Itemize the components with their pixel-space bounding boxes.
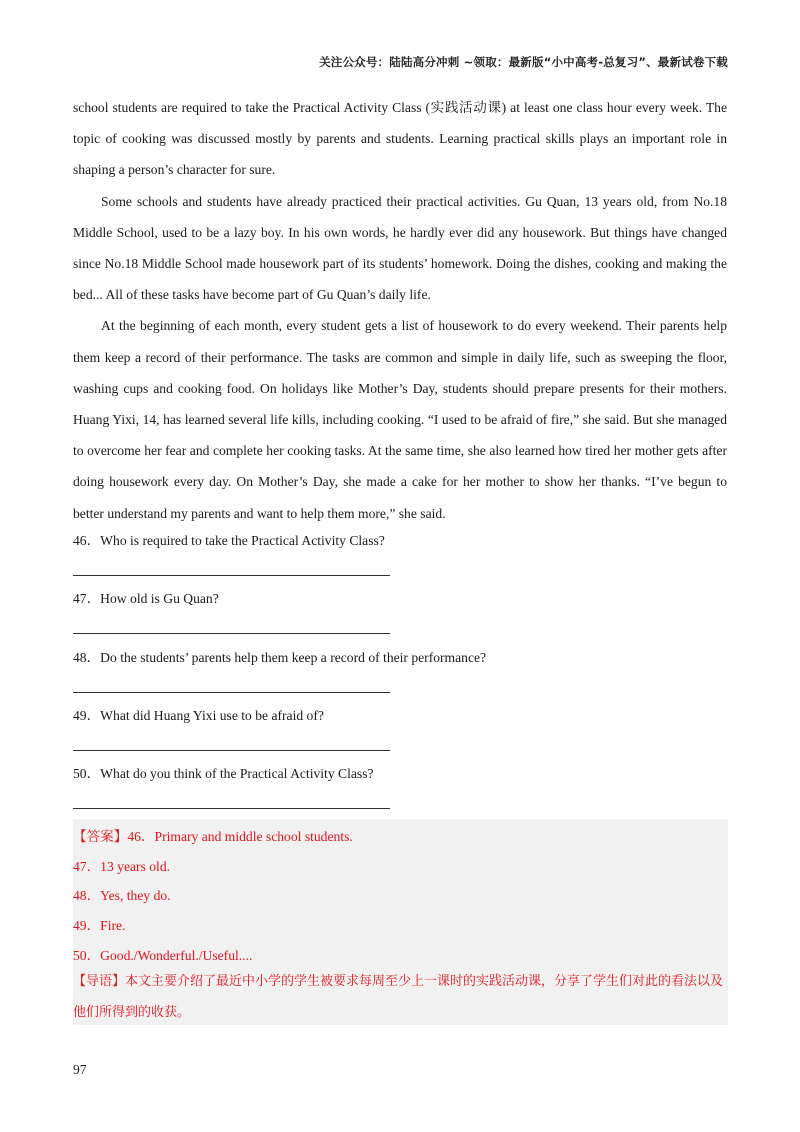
question-text: 47．How old is Gu Quan? xyxy=(73,591,219,607)
question-47 xyxy=(73,585,727,643)
answer-line-46: 【答案】46．Primary and middle school students. xyxy=(73,829,353,844)
answer-blank-line[interactable] xyxy=(73,808,390,809)
question-46 xyxy=(73,527,727,585)
passage-paragraph-2: Some schools and students have already practiced their practical activities. Gu Quan, 13 years old, from No.18 Middle School, used to be a lazy boy. In his own words, he hardly ever did any housework. But things have changed since No.18 Middle School made housework part of its students’ homework. Doing the dishes, cooking and making the bed... All of these tasks have become part of Gu Quan’s daily life. xyxy=(73,193,727,303)
question-list xyxy=(73,527,727,818)
question-48 xyxy=(73,644,727,702)
question-50 xyxy=(73,760,727,818)
question-49 xyxy=(73,702,727,760)
answer-blank-line[interactable] xyxy=(73,750,390,751)
answer-key-box xyxy=(73,819,728,1025)
answer-blank-line[interactable] xyxy=(73,692,390,693)
answer-line-48: 48．Yes, they do. xyxy=(73,888,171,903)
page-header: 关注公众号：陆陆高分冲刺 ~领取：最新版“小中高考-总复习”、最新试卷下载 xyxy=(319,55,728,69)
answer-blank-line[interactable] xyxy=(73,575,390,576)
passage-paragraph-3: At the beginning of each month, every student gets a list of housework to do every weekend. Their parents help them keep a record of their performance. The tasks are common and simple in daily life, such as sweeping the floor, washing cups and cooking food. On holidays like Mother’s Day, students should prepare presents for their mothers. Huang Yixi, 14, has learned several life kills, including cooking. “I used to be afraid of fire,” she said. But she managed to overcome her fear and complete her cooking tasks. At the same time, she also learned how tired her mother gets after doing housework every day. On Mother’s Day, she made a cake for her mother to show her thanks. “I’ve begun to better understand my parents and want to help them more,” she said. xyxy=(73,318,727,521)
guide-summary: 【导语】本文主要介绍了最近中小学的学生被要求每周至少上一课时的实践活动课，分享了学生们对此的看法以及他们所得到的收获。 xyxy=(73,974,724,1020)
answer-line-47: 47．13 years old. xyxy=(73,859,171,874)
question-text: 50．What do you think of the Practical Activity Class? xyxy=(73,766,374,782)
answer-blank-line[interactable] xyxy=(73,633,390,634)
answer-line-49: 49．Fire. xyxy=(73,918,126,933)
question-text: 49．What did Huang Yixi use to be afraid of? xyxy=(73,707,324,723)
reading-passage xyxy=(73,92,727,529)
answer-line-50: 50．Good./Wonderful./Useful.... xyxy=(73,948,253,963)
passage-paragraph-1: school students are required to take the Practical Activity Class (实践活动课) at least one class hour every week. The topic of cooking was discussed mostly by parents and students. Learning practical skills plays an important role in shaping a person’s character for sure. xyxy=(73,100,727,178)
page-number: 97 xyxy=(73,1062,87,1077)
question-text: 46．Who is required to take the Practical Activity Class? xyxy=(73,533,385,548)
question-text: 48．Do the students’ parents help them keep a record of their performance? xyxy=(73,649,487,665)
